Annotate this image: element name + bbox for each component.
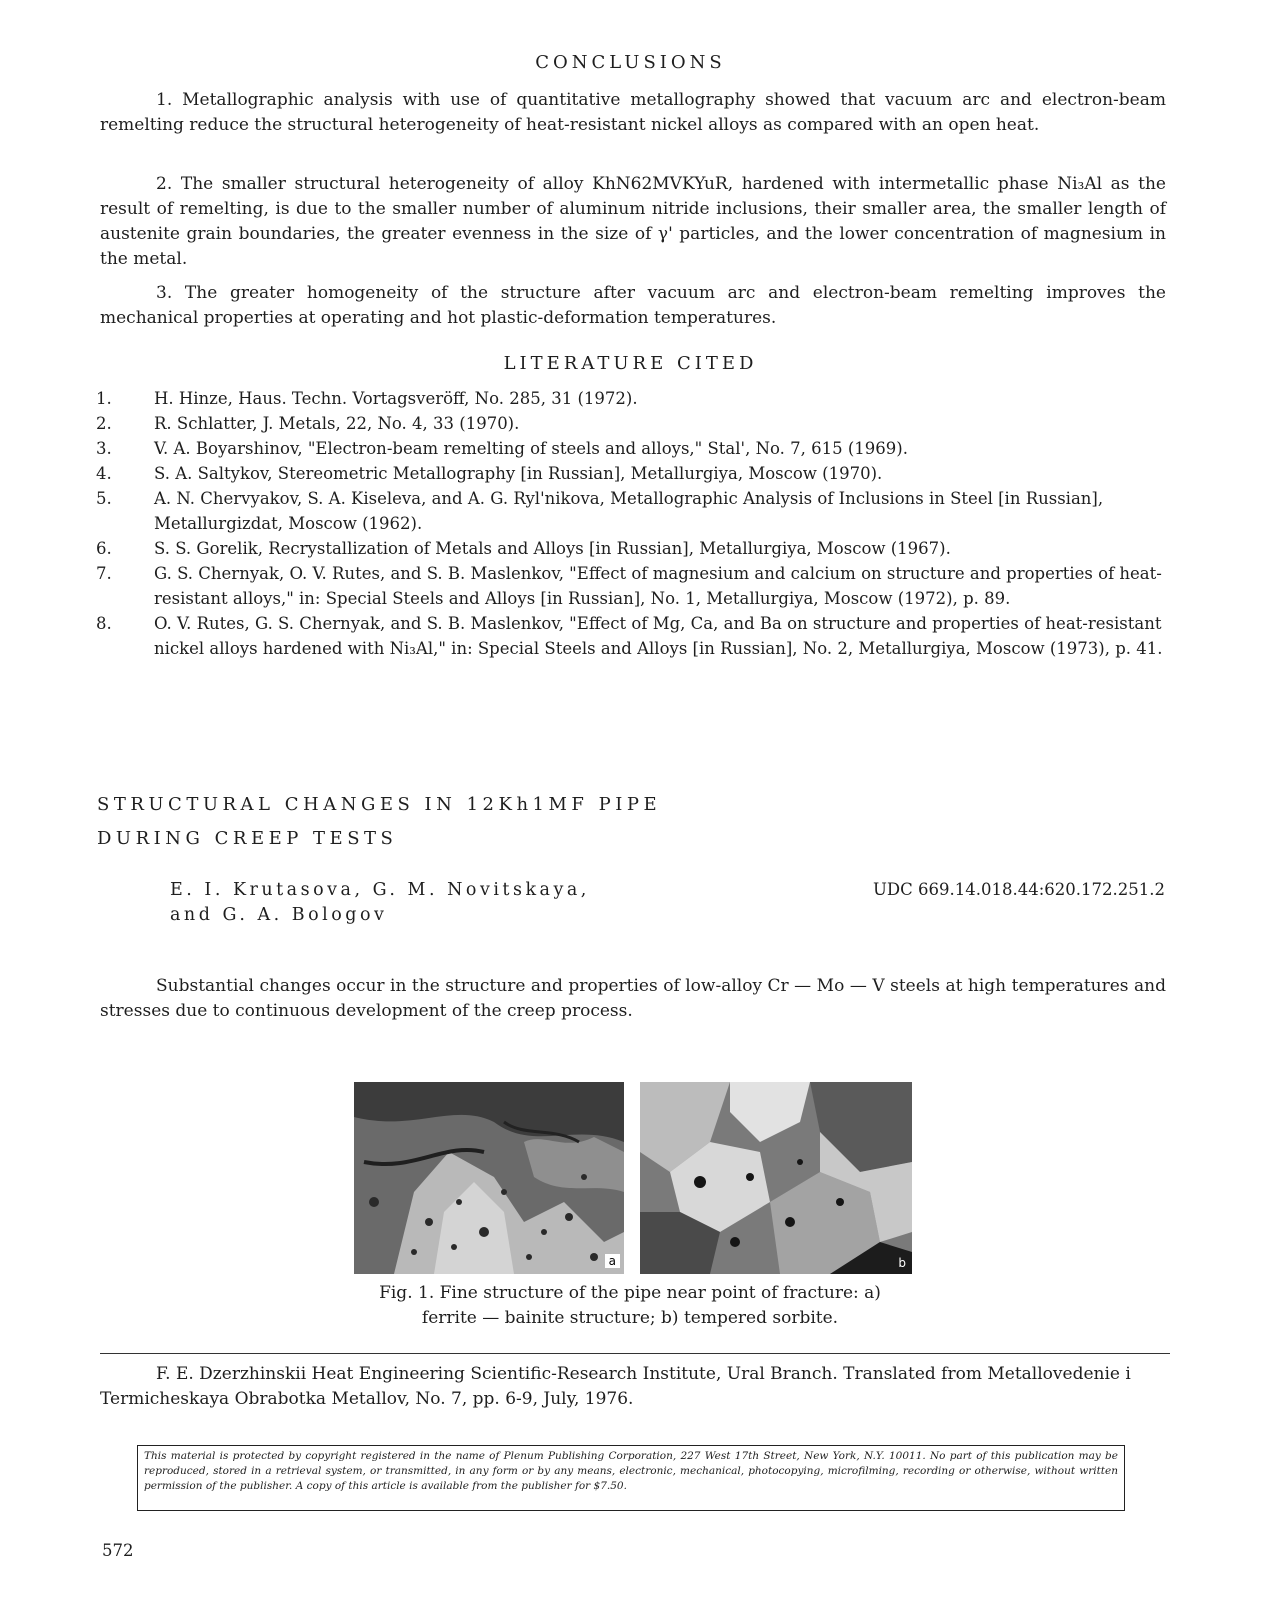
micrograph-a [354,1082,624,1274]
page-number: 572 [102,1541,134,1560]
udc-code: UDC 669.14.018.44:620.172.251.2 [873,880,1165,899]
article-intro: Substantial changes occur in the structure and properties of low-alloy Cr — Mo — V steels at high temperatures and stresses due to continuous development of the creep process. [100,976,1166,1021]
reference-text: H. Hinze, Haus. Techn. Vortagsveröff, No. 285, 31 (1972). [154,389,638,408]
footnote-divider [100,1353,1170,1354]
article-title-line-1: STRUCTURAL CHANGES IN 12Kh1MF PIPE [97,794,662,815]
copyright-notice: This material is protected by copyright registered in the name of Plenum Publishing Corporation, 227 West 17th Street, New York, N.Y. 10011. No part of this publication may be reproduced, stored in a retrieval system, or transmitted, in any form or by any means, electronic, mechanical, photocopying, microfilming, recording or otherwise, without written permission of the publisher. A copy of this article is available from the publisher for $7.50. [137,1445,1125,1511]
reference-item [96,386,1170,411]
reference-number: 7. [96,564,112,583]
conclusion-item-1: 1. Metallographic analysis with use of quantitative metallography showed that vacuum arc and electron-beam remelting reduce the structural heterogeneity of heat-resistant nickel alloys as compared with an open heat. [100,90,1166,135]
reference-item [96,561,1170,611]
reference-item [96,411,1170,436]
reference-number: 2. [96,414,112,433]
reference-text: S. A. Saltykov, Stereometric Metallography [in Russian], Metallurgiya, Moscow (1970). [154,464,883,483]
reference-text: S. S. Gorelik, Recrystallization of Metals and Alloys [in Russian], Metallurgiya, Moscow (1967). [154,539,951,558]
reference-number: 6. [96,539,112,558]
reference-number: 5. [96,489,112,508]
reference-item [96,536,1170,561]
reference-text: O. V. Rutes, G. S. Chernyak, and S. B. Maslenkov, "Effect of Mg, Ca, and Ba on structure and properties of heat-resistant nickel alloys hardened with Ni₃Al," in: Special Steels and Alloys [in Russian], No. 2, Metallurgiya, Moscow (1973), p. 41. [154,614,1163,658]
figure-caption-line-1: Fig. 1. Fine structure of the pipe near point of fracture: a) [379,1283,881,1303]
conclusion-item-3: 3. The greater homogeneity of the structure after vacuum arc and electron-beam remelting improves the mechanical properties at operating and hot plastic-deformation temperatures. [100,283,1166,328]
conclusions-heading: CONCLUSIONS [535,52,726,73]
authors-line-1: E. I. Krutasova, G. M. Novitskaya, [170,880,590,900]
micrograph-a-label: a [605,1254,620,1268]
reference-list [96,386,1170,661]
reference-item [96,436,1170,461]
micrograph-b-label: b [898,1256,906,1270]
reference-text: R. Schlatter, J. Metals, 22, No. 4, 33 (1970). [154,414,520,433]
reference-item [96,461,1170,486]
reference-text: V. A. Boyarshinov, "Electron-beam remelting of steels and alloys," Stal', No. 7, 615 (1969). [154,439,908,458]
reference-item [96,486,1170,536]
article-title-line-2: DURING CREEP TESTS [97,828,398,849]
reference-number: 1. [96,389,112,408]
affiliation-footnote: F. E. Dzerzhinskii Heat Engineering Scientific-Research Institute, Ural Branch. Translated from Metallovedenie i Termicheskaya Obrabotka Metallov, No. 7, pp. 6-9, July, 1976. [100,1364,1131,1409]
reference-number: 8. [96,614,112,633]
micrograph-b [640,1082,912,1274]
figure-caption-line-2: ferrite — bainite structure; b) tempered sorbite. [421,1308,839,1328]
reference-item [96,611,1170,661]
authors-line-2: and G. A. Bologov [170,905,388,925]
reference-number: 4. [96,464,112,483]
literature-heading: LITERATURE CITED [503,353,758,374]
reference-number: 3. [96,439,112,458]
conclusion-item-2: 2. The smaller structural heterogeneity of alloy KhN62MVKYuR, hardened with intermetallic phase Ni₃Al as the result of remelting, is due to the smaller number of aluminum nitride inclusions, their smaller area, the smaller length of austenite grain boundaries, the greater evenness in the size of γ' particles, and the lower concentration of magnesium in the metal. [100,174,1166,269]
reference-text: A. N. Chervyakov, S. A. Kiseleva, and A. G. Ryl'nikova, Metallographic Analysis of Inclusions in Steel [in Russian], Metallurgizdat, Moscow (1962). [154,489,1104,533]
reference-text: G. S. Chernyak, O. V. Rutes, and S. B. Maslenkov, "Effect of magnesium and calcium on structure and properties of heat-resistant alloys," in: Special Steels and Alloys [in Russian], No. 1, Metallurgiya, Moscow (1972), p. 89. [154,564,1162,608]
